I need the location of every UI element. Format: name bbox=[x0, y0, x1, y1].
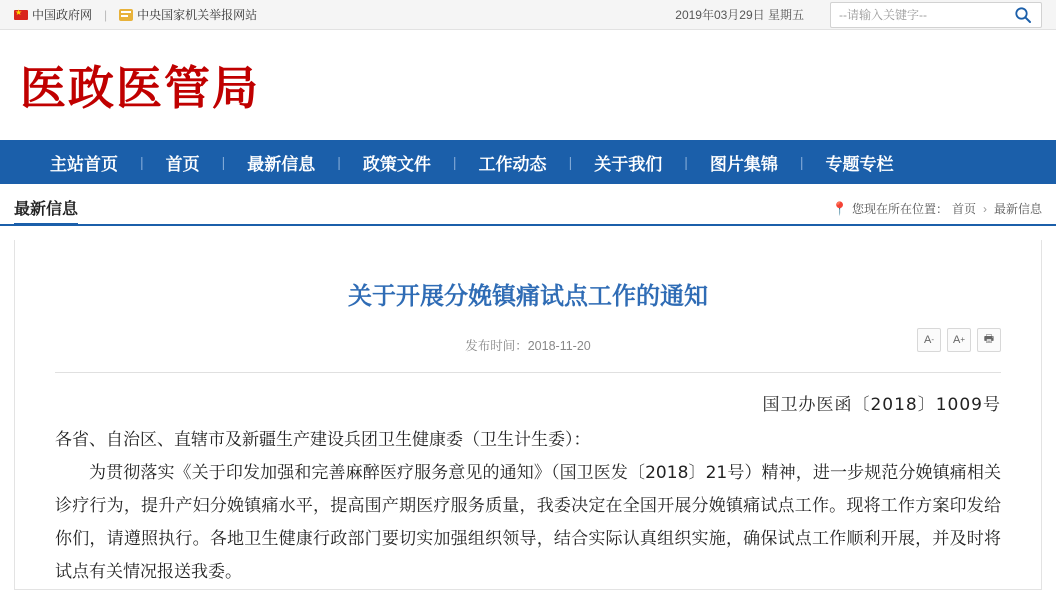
font-increase-sup: + bbox=[960, 335, 965, 345]
nav-item-photo-gallery[interactable]: 图片集锦 bbox=[709, 154, 778, 174]
document-number: 国卫办医函〔2018〕1009号 bbox=[762, 394, 1001, 415]
nav-item-special-columns[interactable]: 专题专栏 bbox=[825, 154, 894, 174]
nav-divider: | bbox=[799, 154, 804, 170]
article-container bbox=[14, 240, 1042, 590]
search-input[interactable] bbox=[831, 3, 1005, 27]
article-paragraph: 为贯彻落实《关于印发加强和完善麻醉医疗服务意见的通知》（国卫医发〔2018〕21号）精神，进一步规范分娩镇痛相关诊疗行为，提升产妇分娩镇痛水平，提高围产期医疗服务质量，我委决定在全国开展分娩镇痛试点工作。现将工作方案印发给你们，请遵照执行。各地卫生健康行政部门要切实加强组织领导，结合实际认真组织实施，确保试点工作顺利开展，并及时将试点有关情况报送我委。 bbox=[55, 462, 1001, 583]
top-bar-links bbox=[14, 6, 257, 23]
article-tools bbox=[917, 328, 1001, 352]
breadcrumb-item-latest-news[interactable]: 最新信息 bbox=[993, 202, 1042, 216]
china-flag-icon bbox=[14, 10, 28, 20]
nav-item-home[interactable]: 首页 bbox=[165, 154, 200, 174]
article-title: 关于开展分娩镇痛试点工作的通知 bbox=[348, 283, 708, 310]
breadcrumb bbox=[832, 200, 1042, 224]
nav-divider: | bbox=[221, 154, 226, 170]
location-pin-icon: 📍 bbox=[831, 200, 848, 216]
article-body bbox=[55, 389, 1001, 590]
nav-item-policy-documents[interactable]: 政策文件 bbox=[362, 154, 431, 174]
article-paragraph: 各省、自治区、直辖市及新疆生产建设兵团卫生健康委（卫生计生委）： bbox=[55, 429, 591, 450]
breadcrumb-item-home[interactable]: 首页 bbox=[951, 202, 976, 216]
link-china-gov[interactable] bbox=[14, 6, 92, 23]
masthead bbox=[0, 30, 1056, 140]
search-box[interactable] bbox=[830, 2, 1042, 28]
nav-item-about-us[interactable]: 关于我们 bbox=[594, 154, 663, 174]
nav-item-latest-news[interactable]: 最新信息 bbox=[247, 154, 316, 174]
site-title: 医政医管局 bbox=[20, 61, 260, 115]
article-meta bbox=[55, 333, 1001, 354]
link-china-gov-label: 中国政府网 bbox=[32, 8, 93, 22]
nav-divider: | bbox=[140, 154, 144, 170]
breadcrumb-separator: › bbox=[982, 201, 987, 216]
search-icon bbox=[1014, 6, 1032, 24]
nav-item-main-home[interactable]: 主站首页 bbox=[50, 154, 118, 174]
publish-time: 发布时间：2018-11-20 bbox=[465, 338, 591, 353]
nav-divider: | bbox=[452, 154, 457, 170]
link-report-site-label: 中央国家机关举报网站 bbox=[137, 8, 258, 22]
main-nav bbox=[0, 140, 1056, 184]
print-button[interactable] bbox=[977, 328, 1001, 352]
top-bar bbox=[0, 0, 1056, 30]
printer-icon: 🖶 bbox=[983, 333, 995, 346]
link-report-site[interactable] bbox=[119, 6, 257, 23]
top-bar-separator: | bbox=[104, 7, 108, 22]
nav-divider: | bbox=[568, 154, 573, 170]
font-increase-button[interactable] bbox=[947, 328, 971, 352]
font-increase-label: A bbox=[952, 333, 961, 346]
font-decrease-sup: - bbox=[931, 335, 934, 345]
font-decrease-button[interactable] bbox=[917, 328, 941, 352]
report-site-icon bbox=[119, 9, 133, 21]
nav-divider: | bbox=[337, 154, 341, 170]
page-title: 最新信息 bbox=[14, 196, 78, 226]
breadcrumb-bar bbox=[0, 184, 1056, 226]
nav-item-work-updates[interactable]: 工作动态 bbox=[478, 154, 547, 174]
nav-divider: | bbox=[684, 154, 688, 170]
breadcrumb-prefix: 您现在所在位置： bbox=[851, 202, 948, 216]
font-decrease-label: A bbox=[923, 333, 932, 346]
article-divider bbox=[55, 372, 1001, 373]
search-button[interactable] bbox=[1005, 3, 1041, 27]
current-date: 2019年03月29日 星期五 bbox=[675, 8, 804, 22]
